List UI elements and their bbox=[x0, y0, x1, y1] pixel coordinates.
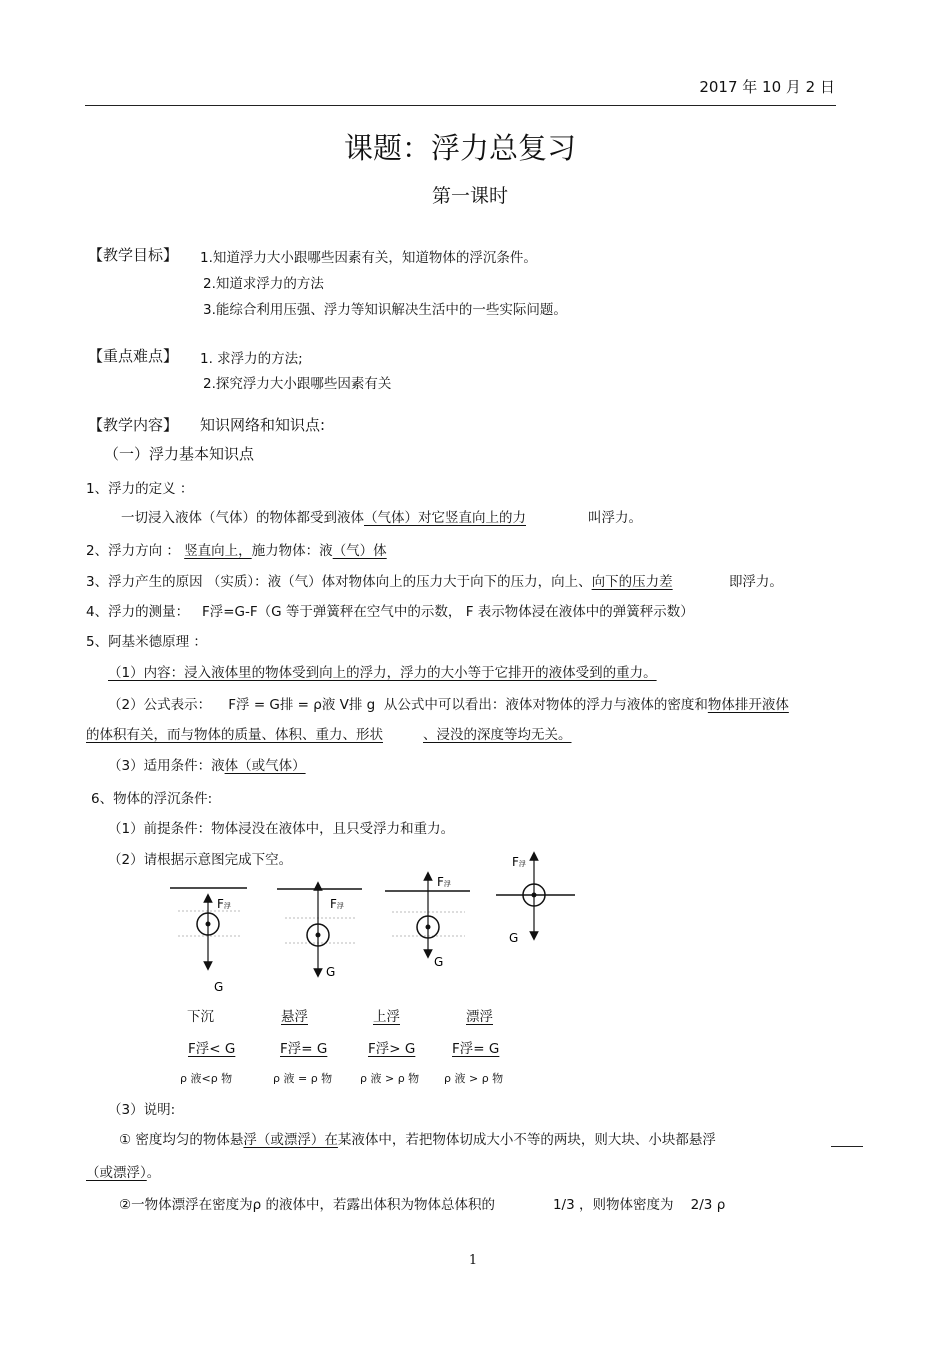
force-compare: F浮= G bbox=[280, 1041, 328, 1057]
gravity-label: G bbox=[214, 980, 224, 994]
item-2-text: 2、浮力方向 ： 竖直向上，施力物体：液（气）体 bbox=[86, 543, 387, 559]
objective-item: 1.知道浮力大小跟哪些因素有关，知道物体的浮沉条件。 bbox=[200, 250, 537, 266]
density-compare: ρ 液<ρ 物 bbox=[180, 1072, 233, 1085]
buoyant-force-label: F浮 bbox=[217, 897, 231, 911]
item-6-heading: 6、物体的浮沉条件: bbox=[91, 791, 213, 807]
state-suspend: 悬浮 bbox=[281, 1009, 308, 1025]
sinking-diagram bbox=[170, 888, 247, 994]
density-compare: ρ 液 > ρ 物 bbox=[444, 1072, 504, 1085]
page-subtitle: 第一课时 bbox=[431, 185, 508, 207]
page-title: 课题：浮力总复习 bbox=[343, 131, 576, 165]
state-rise: 上浮 bbox=[373, 1009, 400, 1025]
header-rule bbox=[85, 105, 836, 106]
force-compare: F浮> G bbox=[368, 1041, 416, 1057]
buoyant-force-label: F浮 bbox=[437, 875, 451, 889]
item-6-premise: （1）前提条件：物体浸没在液体中，且只受浮力和重力。 bbox=[108, 821, 455, 837]
item-5-heading: 5、阿基米德原理 ： bbox=[86, 634, 207, 650]
blank-line bbox=[831, 1146, 863, 1147]
objective-item: 2.知道求浮力的方法 bbox=[203, 276, 324, 292]
objectives-label: 【教学目标】 bbox=[88, 246, 179, 264]
item-5-formula-line2: 的体积有关，而与物体的质量、体积、重力、形状 、浸没的深度等均无关。 bbox=[86, 727, 572, 743]
item-6-instruction: （2）请根据示意图完成下空。 bbox=[108, 852, 293, 868]
item-5-condition: （3）适用条件：液体（或气体） bbox=[108, 758, 306, 774]
gravity-label: G bbox=[509, 931, 519, 945]
notes-heading: （3）说明: bbox=[108, 1102, 176, 1118]
buoyant-force-label: F浮 bbox=[512, 855, 526, 869]
suspended-diagram bbox=[277, 886, 362, 979]
section-heading: （一）浮力基本知识点 bbox=[104, 445, 255, 463]
force-compare: F浮< G bbox=[188, 1041, 236, 1057]
note-2: ②一物体漂浮在密度为ρ 的液体中，若露出体积为物体总体积的 1/3 ，则物体密度为 2/3 ρ bbox=[119, 1197, 726, 1213]
gravity-label: G bbox=[326, 965, 336, 979]
buoyant-force-label: F浮 bbox=[330, 897, 344, 911]
floating-diagram bbox=[496, 855, 575, 945]
force-compare: F浮= G bbox=[452, 1041, 500, 1057]
item-5-content: （1）内容：浸入液体里的物体受到向上的浮力，浮力的大小等于它排开的液体受到的重力。 bbox=[108, 665, 657, 681]
content-label: 【教学内容】 bbox=[88, 416, 179, 434]
keypoints-label: 【重点难点】 bbox=[88, 347, 179, 365]
buoyancy-diagram bbox=[160, 848, 590, 998]
gravity-label: G bbox=[434, 955, 444, 969]
keypoint-item: 1. 求浮力的方法; bbox=[200, 351, 303, 367]
density-compare: ρ 液 = ρ 物 bbox=[273, 1072, 333, 1085]
state-sink: 下沉 bbox=[187, 1009, 214, 1025]
keypoint-item: 2.探究浮力大小跟哪些因素有关 bbox=[203, 376, 392, 392]
rising-diagram bbox=[385, 875, 470, 969]
density-compare: ρ 液 > ρ 物 bbox=[360, 1072, 420, 1085]
item-4-text: 4、浮力的测量： F浮=G-F（G 等于弹簧秤在空气中的示数， F 表示物体浸在液体中的弹簧秤示数） bbox=[86, 604, 694, 620]
item-1-heading: 1、浮力的定义 ： bbox=[86, 481, 194, 497]
item-3-text: 3、浮力产生的原因 （实质）：液（气）体对物体向上的压力大于向下的压力，向上、向下的压力差 即浮力。 bbox=[86, 574, 783, 590]
date: 2017 年 10 月 2 日 bbox=[699, 78, 835, 96]
content-intro: 知识网络和知识点: bbox=[200, 416, 326, 434]
note-1: ① 密度均匀的物体悬浮（或漂浮）在某液体中，若把物体切成大小不等的两块，则大块、小块都悬浮 bbox=[119, 1132, 716, 1148]
item-5-formula-line: （2）公式表示： F浮 = G排 = ρ液 V排 g 从公式中可以看出：液体对物体的浮力与液体的密度和物体排开液体 bbox=[108, 697, 789, 713]
item-1-text: 一切浸入液体（气体）的物体都受到液体（气体）对它竖直向上的力 叫浮力。 bbox=[121, 510, 642, 526]
page-number: 1 bbox=[468, 1253, 478, 1268]
note-1-cont: （或漂浮）。 bbox=[86, 1165, 161, 1181]
state-float: 漂浮 bbox=[466, 1009, 493, 1025]
objective-item: 3.能综合利用压强、浮力等知识解决生活中的一些实际问题。 bbox=[203, 302, 567, 318]
